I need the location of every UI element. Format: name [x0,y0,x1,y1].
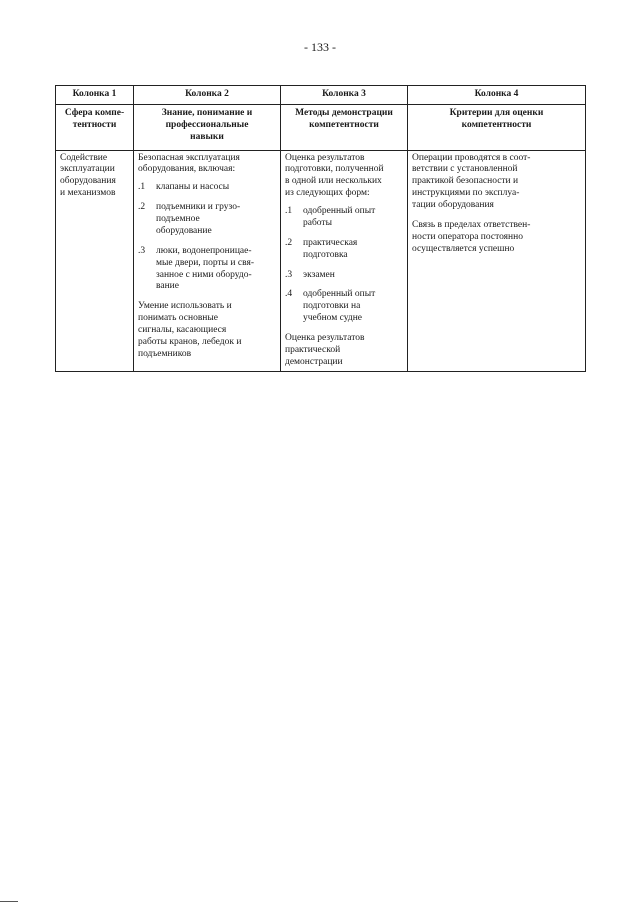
methods-outro: Оценка результатов практической демонстрации [285,333,365,367]
list-item-number: .3 [138,245,146,256]
column-header: Сфера компе- тентности [56,104,134,150]
methods-cell [281,150,408,371]
list-item [138,246,276,294]
competence-cell [56,150,134,371]
column-header: Знание, понимание и профессиональные навыки [134,104,281,150]
list-item-number: .2 [285,237,293,248]
list-item-text: люки, водонепроницае- мые двери, порты и свя- занное с ними оборудо- вание [156,245,254,292]
list-item-text: экзамен [303,269,335,280]
list-item [285,238,403,262]
list-item [138,202,276,238]
column-number: Колонка 2 [134,86,281,105]
list-item-number: .1 [285,206,293,216]
column-headers-row [56,104,586,150]
list-item-text: одобренный опыт работы [303,206,376,228]
list-item [138,182,276,194]
list-item-number: .2 [138,202,146,213]
list-item-number: .3 [285,269,293,280]
knowledge-outro: Умение использовать и понимать основные сигналы, касающиеся работы кранов, лебедок и подъемников [138,301,242,359]
page-number: - 133 - [304,40,336,54]
list-item-text: одобренный опыт подготовки на учебном судне [303,289,376,324]
column-number: Колонка 4 [408,86,586,105]
knowledge-cell [134,150,281,371]
column-header: Критерии для оценки компетентности [408,104,586,150]
list-item [285,289,403,325]
criteria-cell [408,150,586,371]
methods-intro: Оценка результатов подготовки, полученной в одной или нескольких из следующих форм: [285,152,384,199]
knowledge-list [138,182,276,293]
list-item-text: клапаны и насосы [156,182,230,193]
list-item [285,206,403,230]
list-item [285,270,403,282]
column-number: Колонка 1 [56,86,134,105]
competence-table [55,85,586,372]
criteria-paragraph: Операции проводятся в соот- ветствии с установленной практикой безопасности и инструкциями по эксплуа- тации оборудования [412,152,531,210]
list-item-number: .4 [285,289,293,300]
column-numbers-row [56,86,586,105]
list-item-text: подъемники и грузо- подъемное оборудование [156,202,241,236]
list-item-text: практическая подготовка [303,237,358,260]
list-item-number: .1 [138,182,146,193]
table-row [56,150,586,371]
methods-list [285,206,403,325]
footer-rule [0,901,18,902]
criteria-paragraph: Связь в пределах ответствен- ности оператора постоянно осуществляется успешно [412,219,531,254]
competence-text: Содействие эксплуатации оборудования и механизмов [60,152,116,199]
column-header: Методы демонстрации компетентности [281,104,408,150]
knowledge-intro: Безопасная эксплуатация оборудования, включая: [138,152,240,175]
column-number: Колонка 3 [281,86,408,105]
